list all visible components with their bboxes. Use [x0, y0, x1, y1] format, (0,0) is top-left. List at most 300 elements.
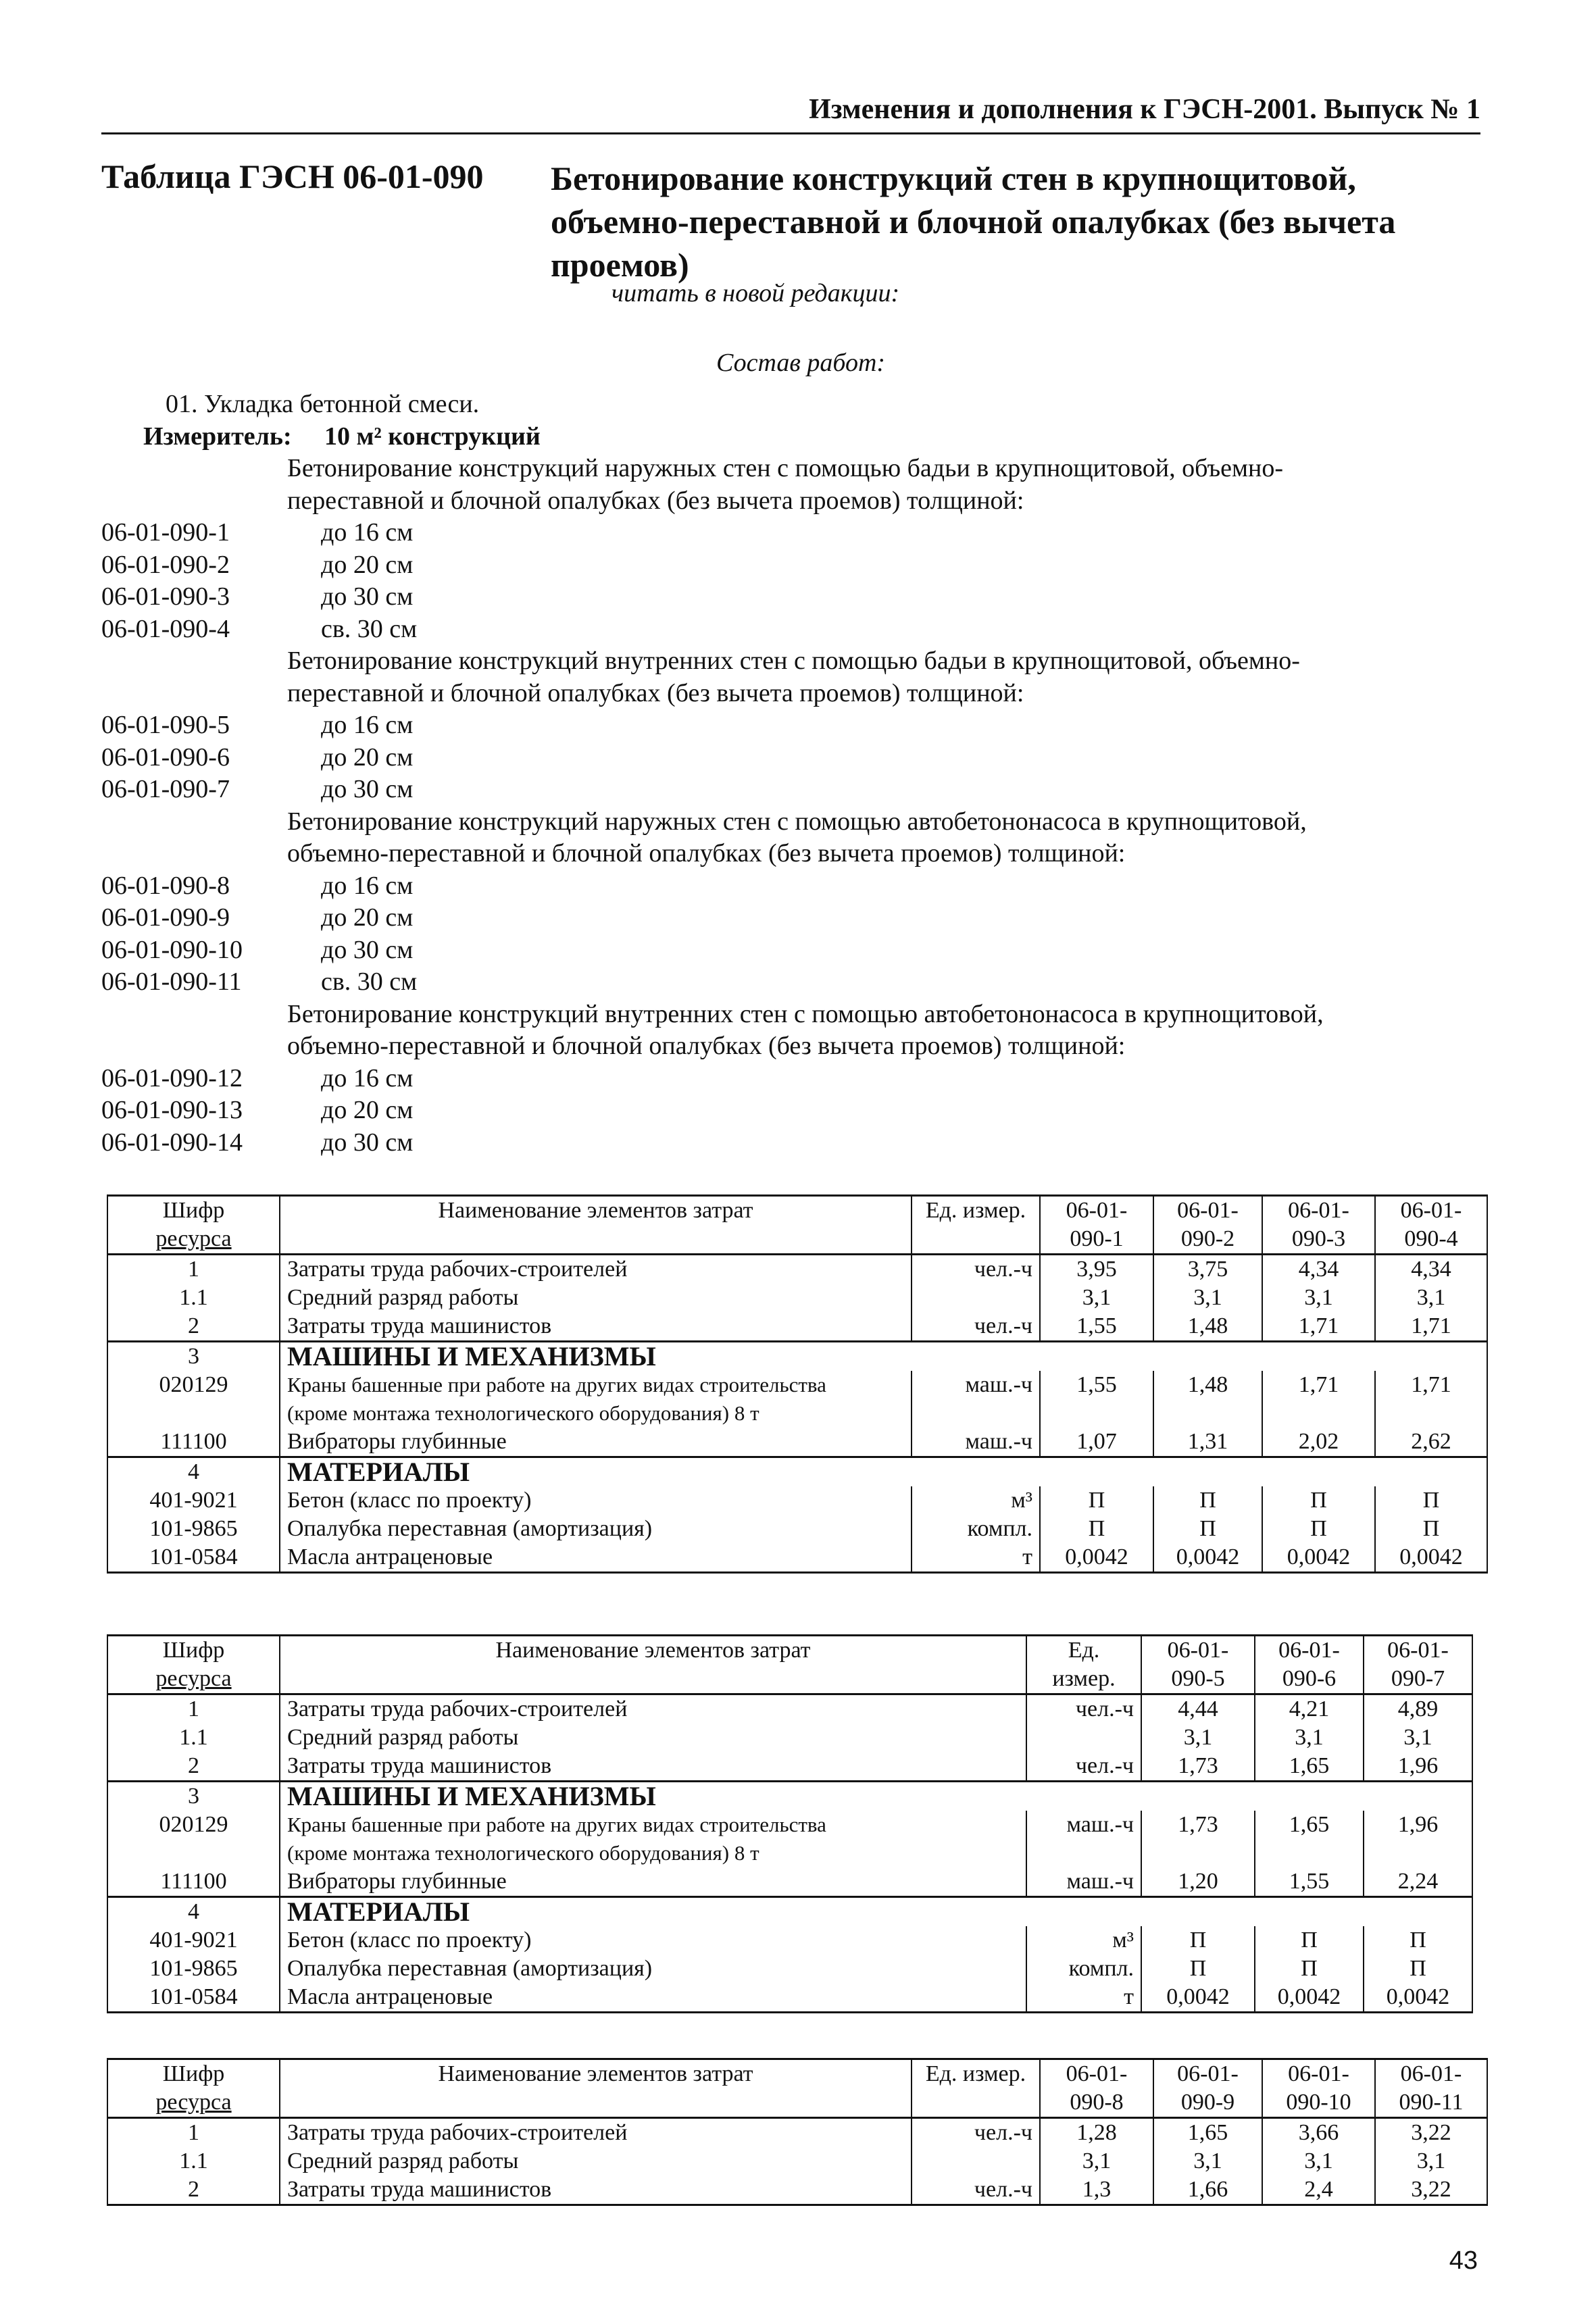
norm-code-line1: 06-01-	[1177, 1198, 1239, 1223]
resource-unit: маш.-ч	[1026, 1867, 1141, 1897]
table-row	[107, 1955, 1472, 1983]
group-desc-line	[101, 645, 1493, 678]
thickness-value: до 16 см	[321, 711, 414, 739]
norm-code: 06-01-090-3	[101, 582, 230, 611]
table-row	[107, 1312, 1487, 1342]
norm-value: 1,20	[1141, 1867, 1255, 1897]
norm-value: 1,48	[1153, 1312, 1262, 1342]
norm-code-line1: 06-01-	[1066, 2061, 1128, 2086]
norm-value: 1,96	[1364, 1752, 1472, 1782]
thickness-value: до 16 см	[321, 871, 414, 900]
norm-code-line2: 090-2	[1180, 1226, 1235, 1251]
group-desc: Бетонирование конструкций наружных стен с помощью автобетононасоса в крупнощитовой,	[287, 807, 1307, 836]
resource-unit	[1026, 1724, 1141, 1752]
resource-code: 2	[107, 2175, 280, 2205]
norm-value: 1,55	[1040, 1371, 1153, 1428]
resource-code: 020129	[107, 1811, 280, 1867]
norm-code: 06-01-090-11	[101, 967, 242, 996]
resource-name-line1: Краны башенные при работе на других видах строительства	[287, 1813, 826, 1836]
resource-unit	[912, 1284, 1040, 1312]
resource-name-text: Бетон (класс по проекту)	[287, 1928, 532, 1953]
norm-value: 3,1	[1040, 2147, 1153, 2175]
header-unit: Ед. измер.	[912, 1196, 1040, 1255]
thickness-value: св. 30 см	[321, 614, 418, 643]
resource-unit: компл.	[912, 1515, 1040, 1543]
resource-name-text: Средний разряд работы	[287, 1725, 519, 1750]
section-title: МАШИНЫ И МЕХАНИЗМЫ	[280, 1782, 1472, 1811]
group-desc-line	[101, 838, 1493, 870]
resource-name	[280, 1428, 912, 1457]
header-norm-code	[1153, 1196, 1262, 1255]
resource-code: 1	[107, 1694, 280, 1724]
thickness-value: до 20 см	[321, 743, 414, 772]
code-line	[101, 581, 1493, 613]
resource-name-text: Средний разряд работы	[287, 2148, 519, 2173]
code-line	[101, 742, 1493, 774]
norm-value: П	[1255, 1926, 1364, 1955]
norm-value: 1,71	[1262, 1312, 1375, 1342]
table-header-row	[107, 1196, 1487, 1255]
thickness-value: до 20 см	[321, 1096, 414, 1124]
code-line	[101, 934, 1493, 967]
resource-name	[280, 1752, 1026, 1782]
edition-note: читать в новой редакции:	[612, 279, 900, 307]
header-norm-code	[1262, 1196, 1375, 1255]
resource-name	[280, 2118, 912, 2148]
meter-label: Измеритель:	[143, 422, 292, 451]
resource-code: 101-0584	[107, 1543, 280, 1573]
norm-value: 1,28	[1040, 2118, 1153, 2148]
norm-value: 1,31	[1153, 1428, 1262, 1457]
thickness-value: до 16 см	[321, 1063, 414, 1092]
norm-value: 3,1	[1262, 2147, 1375, 2175]
group-desc: переставной и блочной опалубках (без вычета проемов) толщиной:	[287, 486, 1024, 515]
table-row	[107, 2118, 1487, 2148]
norm-value: 3,66	[1262, 2118, 1375, 2148]
resource-unit: маш.-ч	[912, 1428, 1040, 1457]
code-line	[101, 774, 1493, 806]
header-name: Наименование элементов затрат	[280, 1196, 912, 1255]
table-row	[107, 1694, 1472, 1724]
group-desc: Бетонирование конструкций наружных стен с помощью бадьи в крупнощитовой, объемно-	[287, 454, 1284, 482]
norm-value: 3,1	[1141, 1724, 1255, 1752]
resource-name-text: Затраты труда машинистов	[287, 2177, 552, 2202]
intro-block	[101, 388, 1493, 1159]
code-line	[101, 517, 1493, 549]
resource-unit: компл.	[1026, 1955, 1141, 1983]
norm-value: П	[1255, 1955, 1364, 1983]
norm-code-line1: 06-01-	[1066, 1198, 1128, 1223]
code-line	[101, 1095, 1493, 1127]
work-item-line	[101, 388, 1493, 421]
resource-unit: чел.-ч	[912, 1312, 1040, 1342]
resource-name	[280, 1955, 1026, 1983]
resource-unit: чел.-ч	[912, 2118, 1040, 2148]
norm-value: 1,71	[1375, 1371, 1487, 1428]
table-row	[107, 1897, 1472, 1927]
norm-code: 06-01-090-9	[101, 903, 230, 932]
header-norm-code	[1040, 2059, 1153, 2118]
resource-code: 3	[107, 1342, 280, 1372]
norm-code-line1: 06-01-	[1167, 1638, 1229, 1663]
resource-code: 4	[107, 1457, 280, 1487]
resource-code: 101-0584	[107, 1983, 280, 2013]
table-row	[107, 1371, 1487, 1428]
header-code-line1: Шифр	[162, 2061, 225, 2086]
code-line	[101, 1063, 1493, 1095]
norm-value: П	[1375, 1515, 1487, 1543]
norm-value: 0,0042	[1153, 1543, 1262, 1573]
norm-value: 3,1	[1040, 1284, 1153, 1312]
resource-name	[280, 1543, 912, 1573]
table-row	[107, 1867, 1472, 1897]
norm-value: 1,71	[1375, 1312, 1487, 1342]
table-row	[107, 1342, 1487, 1372]
norm-value: 1,71	[1262, 1371, 1375, 1428]
header-code	[107, 1636, 280, 1694]
table-row	[107, 1543, 1487, 1573]
table-row	[107, 1428, 1487, 1457]
resource-name-text: Затраты труда рабочих-строителей	[287, 1257, 628, 1282]
resource-code: 2	[107, 1312, 280, 1342]
norm-value: 3,1	[1375, 2147, 1487, 2175]
code-line	[101, 902, 1493, 934]
norm-value: 2,02	[1262, 1428, 1375, 1457]
norm-value: 3,22	[1375, 2118, 1487, 2148]
header-norm-code	[1255, 1636, 1364, 1694]
norm-value: 4,44	[1141, 1694, 1255, 1724]
norm-value: 1,55	[1040, 1312, 1153, 1342]
running-header: Изменения и дополнения к ГЭСН-2001. Выпуск № 1	[809, 94, 1480, 125]
resource-code: 020129	[107, 1371, 280, 1428]
table-header-row	[107, 2059, 1487, 2118]
header-unit: Ед. измер.	[912, 2059, 1040, 2118]
header-code-line2: ресурса	[155, 1226, 232, 1251]
norm-value: 1,66	[1153, 2175, 1262, 2205]
norm-value: 3,1	[1255, 1724, 1364, 1752]
resource-table	[107, 2058, 1488, 2206]
table-row	[107, 1782, 1472, 1811]
norm-code: 06-01-090-8	[101, 871, 230, 900]
resource-name-line2: (кроме монтажа технологического оборудования) 8 т	[287, 1841, 759, 1865]
norm-value: П	[1364, 1926, 1472, 1955]
resource-name-line2: (кроме монтажа технологического оборудования) 8 т	[287, 1401, 759, 1425]
header-norm-code	[1375, 1196, 1487, 1255]
resource-name	[280, 1867, 1026, 1897]
norm-value: 1,48	[1153, 1371, 1262, 1428]
resource-table	[107, 1634, 1473, 2013]
norm-value: 4,89	[1364, 1694, 1472, 1724]
work-item: 01. Укладка бетонной смеси.	[166, 390, 480, 418]
thickness-value: до 30 см	[321, 775, 414, 803]
group-desc: переставной и блочной опалубках (без вычета проемов) толщиной:	[287, 678, 1024, 707]
resource-code: 401-9021	[107, 1486, 280, 1515]
table-row	[107, 2175, 1487, 2205]
norm-code-line1: 06-01-	[1288, 2061, 1349, 2086]
work-heading: Состав работ:	[716, 349, 886, 377]
thickness-value: св. 30 см	[321, 967, 418, 996]
resource-unit: т	[1026, 1983, 1141, 2013]
thickness-value: до 20 см	[321, 550, 414, 579]
table-row	[107, 1255, 1487, 1284]
resource-name	[280, 2147, 912, 2175]
resource-name-text: Масла антраценовые	[287, 1984, 493, 2009]
norm-value: 0,0042	[1255, 1983, 1364, 2013]
norm-code-line2: 090-5	[1171, 1666, 1225, 1691]
table-row	[107, 2147, 1487, 2175]
norm-value: 3,22	[1375, 2175, 1487, 2205]
norm-value: 1,55	[1255, 1867, 1364, 1897]
resource-unit: маш.-ч	[1026, 1811, 1141, 1867]
norm-value: П	[1141, 1955, 1255, 1983]
norm-value: 1,65	[1255, 1752, 1364, 1782]
norm-code: 06-01-090-12	[101, 1063, 243, 1092]
norm-value: 1,3	[1040, 2175, 1153, 2205]
norm-value: 3,1	[1364, 1724, 1472, 1752]
table-row	[107, 1515, 1487, 1543]
resource-name-text: Вибраторы глубинные	[287, 1429, 507, 1454]
table-row	[107, 1486, 1487, 1515]
norm-code: 06-01-090-5	[101, 711, 230, 739]
code-line	[101, 613, 1493, 646]
resource-name	[280, 1255, 912, 1284]
thickness-value: до 20 см	[321, 903, 414, 932]
resource-code: 111100	[107, 1867, 280, 1897]
resource-table	[107, 1194, 1488, 1574]
norm-code: 06-01-090-10	[101, 935, 243, 964]
norm-code-line2: 090-8	[1070, 2090, 1124, 2115]
table-row	[107, 1457, 1487, 1487]
norm-code-line2: 090-7	[1391, 1666, 1445, 1691]
section-title: МАТЕРИАЛЫ	[280, 1457, 1487, 1487]
resource-name	[280, 2175, 912, 2205]
resource-unit: чел.-ч	[912, 2175, 1040, 2205]
header-norm-code	[1364, 1636, 1472, 1694]
group-desc-line	[101, 999, 1493, 1031]
page-number: 43	[1449, 2246, 1478, 2275]
resource-code: 1	[107, 1255, 280, 1284]
resource-unit: т	[912, 1543, 1040, 1573]
norm-code: 06-01-090-4	[101, 614, 230, 643]
code-line	[101, 549, 1493, 582]
norm-value: 3,1	[1262, 1284, 1375, 1312]
header-code-line2: ресурса	[155, 1666, 232, 1691]
header-norm-code	[1262, 2059, 1375, 2118]
resource-unit: чел.-ч	[1026, 1694, 1141, 1724]
header-norm-code	[1040, 1196, 1153, 1255]
resource-name-text: Вибраторы глубинные	[287, 1869, 507, 1894]
table-row	[107, 1752, 1472, 1782]
norm-value: П	[1375, 1486, 1487, 1515]
norm-value: П	[1262, 1515, 1375, 1543]
norm-code: 06-01-090-6	[101, 743, 230, 772]
section-title: МАТЕРИАЛЫ	[280, 1897, 1472, 1927]
resource-name-text: Масла антраценовые	[287, 1544, 493, 1569]
group-desc: Бетонирование конструкций внутренних стен с помощью бадьи в крупнощитовой, объемно-	[287, 647, 1300, 675]
group-desc: Бетонирование конструкций внутренних стен с помощью автобетононасоса в крупнощитовой,	[287, 999, 1324, 1028]
table-code: Таблица ГЭСН 06-01-090	[101, 157, 484, 195]
resource-code: 101-9865	[107, 1955, 280, 1983]
header-code-line1: Шифр	[162, 1638, 225, 1663]
norm-value: 1,07	[1040, 1428, 1153, 1457]
norm-value: 1,65	[1255, 1811, 1364, 1867]
table-row	[107, 1983, 1472, 2013]
resource-name	[280, 1515, 912, 1543]
group-desc-line	[101, 806, 1493, 838]
code-line	[101, 870, 1493, 903]
norm-value: 4,34	[1262, 1255, 1375, 1284]
resource-code: 1	[107, 2118, 280, 2148]
norm-code-line2: 090-11	[1399, 2090, 1464, 2115]
resource-code: 401-9021	[107, 1926, 280, 1955]
norm-value: 1,65	[1153, 2118, 1262, 2148]
resource-code: 1.1	[107, 2147, 280, 2175]
resource-name-text: Опалубка переставная (амортизация)	[287, 1956, 653, 1981]
table-row	[107, 1926, 1472, 1955]
norm-value: П	[1364, 1955, 1472, 1983]
table-row	[107, 1284, 1487, 1312]
table-row	[107, 1724, 1472, 1752]
header-code-line1: Шифр	[162, 1198, 225, 1223]
resource-unit: чел.-ч	[912, 1255, 1040, 1284]
header-code-line2: ресурса	[155, 2090, 232, 2115]
resource-name-text: Затраты труда машинистов	[287, 1313, 552, 1338]
thickness-value: до 30 см	[321, 935, 414, 964]
resource-name	[280, 1926, 1026, 1955]
group-desc-line	[101, 453, 1493, 485]
resource-name	[280, 1811, 1026, 1867]
resource-unit: м³	[1026, 1926, 1141, 1955]
norm-value: 0,0042	[1141, 1983, 1255, 2013]
norm-code-line2: 090-9	[1180, 2090, 1235, 2115]
resource-unit: м³	[912, 1486, 1040, 1515]
meter-value: 10 м² конструкций	[324, 422, 541, 451]
resource-name	[280, 1371, 912, 1428]
resource-name	[280, 1312, 912, 1342]
group-desc: объемно-переставной и блочной опалубках (без вычета проемов) толщиной:	[287, 1032, 1126, 1060]
norm-value: 2,62	[1375, 1428, 1487, 1457]
code-groups	[101, 453, 1493, 1159]
meter-line	[101, 421, 1493, 453]
resource-name-line1: Краны башенные при работе на других видах строительства	[287, 1373, 826, 1397]
group-desc: объемно-переставной и блочной опалубках (без вычета проемов) толщиной:	[287, 839, 1126, 867]
norm-code-line1: 06-01-	[1288, 1198, 1349, 1223]
header-norm-code	[1141, 1636, 1255, 1694]
norm-value: 3,95	[1040, 1255, 1153, 1284]
code-line	[101, 966, 1493, 999]
resource-unit: маш.-ч	[912, 1371, 1040, 1428]
header-name: Наименование элементов затрат	[280, 1636, 1026, 1694]
norm-code: 06-01-090-1	[101, 518, 230, 547]
resource-name-text: Затраты труда рабочих-строителей	[287, 1696, 628, 1721]
code-line	[101, 1127, 1493, 1159]
norm-value: 4,34	[1375, 1255, 1487, 1284]
resource-code: 111100	[107, 1428, 280, 1457]
norm-value: 0,0042	[1262, 1543, 1375, 1573]
norm-value: П	[1153, 1515, 1262, 1543]
table-row	[107, 1811, 1472, 1867]
resource-name-text: Средний разряд работы	[287, 1285, 519, 1310]
code-line	[101, 709, 1493, 742]
norm-value: 1,96	[1364, 1811, 1472, 1867]
thickness-value: до 30 см	[321, 1128, 414, 1157]
group-desc-line	[101, 678, 1493, 710]
norm-value: 1,73	[1141, 1752, 1255, 1782]
resource-code: 1.1	[107, 1724, 280, 1752]
group-desc-line	[101, 485, 1493, 518]
header-norm-code	[1375, 2059, 1487, 2118]
header-rule	[101, 132, 1480, 134]
norm-value: 3,1	[1375, 1284, 1487, 1312]
group-desc-line	[101, 1030, 1493, 1063]
norm-value: 2,24	[1364, 1867, 1472, 1897]
resource-name	[280, 1694, 1026, 1724]
resource-name	[280, 1983, 1026, 2013]
header-name: Наименование элементов затрат	[280, 2059, 912, 2118]
norm-value: 3,75	[1153, 1255, 1262, 1284]
norm-code-line2: 090-4	[1404, 1226, 1458, 1251]
table-header-row	[107, 1636, 1472, 1694]
norm-code-line1: 06-01-	[1400, 2061, 1462, 2086]
resource-code: 101-9865	[107, 1515, 280, 1543]
norm-code-line1: 06-01-	[1177, 2061, 1239, 2086]
norm-value: 1,73	[1141, 1811, 1255, 1867]
resource-code: 2	[107, 1752, 280, 1782]
norm-value: 0,0042	[1364, 1983, 1472, 2013]
norm-code-line2: 090-10	[1286, 2090, 1351, 2115]
norm-value: 0,0042	[1375, 1543, 1487, 1573]
norm-code: 06-01-090-13	[101, 1096, 243, 1124]
thickness-value: до 30 см	[321, 582, 414, 611]
norm-value: 3,1	[1153, 2147, 1262, 2175]
norm-value: П	[1262, 1486, 1375, 1515]
resource-name	[280, 1486, 912, 1515]
norm-value: 4,21	[1255, 1694, 1364, 1724]
norm-code-line2: 090-3	[1291, 1226, 1346, 1251]
norm-code: 06-01-090-2	[101, 550, 230, 579]
resource-code: 3	[107, 1782, 280, 1811]
resource-name-text: Затраты труда рабочих-строителей	[287, 2120, 628, 2145]
norm-code: 06-01-090-7	[101, 775, 230, 803]
norm-value: 3,1	[1153, 1284, 1262, 1312]
resource-unit: чел.-ч	[1026, 1752, 1141, 1782]
resource-name	[280, 1284, 912, 1312]
norm-code: 06-01-090-14	[101, 1128, 243, 1157]
resource-name-text: Опалубка переставная (амортизация)	[287, 1516, 653, 1541]
norm-value: П	[1040, 1486, 1153, 1515]
norm-code-line2: 090-1	[1070, 1226, 1124, 1251]
thickness-value: до 16 см	[321, 518, 414, 547]
norm-value: 0,0042	[1040, 1543, 1153, 1573]
norm-value: П	[1153, 1486, 1262, 1515]
norm-value: П	[1040, 1515, 1153, 1543]
section-title: МАШИНЫ И МЕХАНИЗМЫ	[280, 1342, 1487, 1372]
resource-name-text: Затраты труда машинистов	[287, 1753, 552, 1778]
resource-name	[280, 1724, 1026, 1752]
norm-code-line1: 06-01-	[1387, 1638, 1449, 1663]
norm-code-line1: 06-01-	[1400, 1198, 1462, 1223]
header-norm-code	[1153, 2059, 1262, 2118]
table-title: Бетонирование конструкций стен в крупнощитовой, объемно-переставной и блочной опалубках (без вычета проемов)	[551, 159, 1396, 284]
resource-unit	[912, 2147, 1040, 2175]
norm-value: 2,4	[1262, 2175, 1375, 2205]
norm-value: П	[1141, 1926, 1255, 1955]
norm-code-line2: 090-6	[1282, 1666, 1337, 1691]
header-code	[107, 2059, 280, 2118]
resource-code: 4	[107, 1897, 280, 1927]
resource-name-text: Бетон (класс по проекту)	[287, 1488, 532, 1513]
header-code	[107, 1196, 280, 1255]
